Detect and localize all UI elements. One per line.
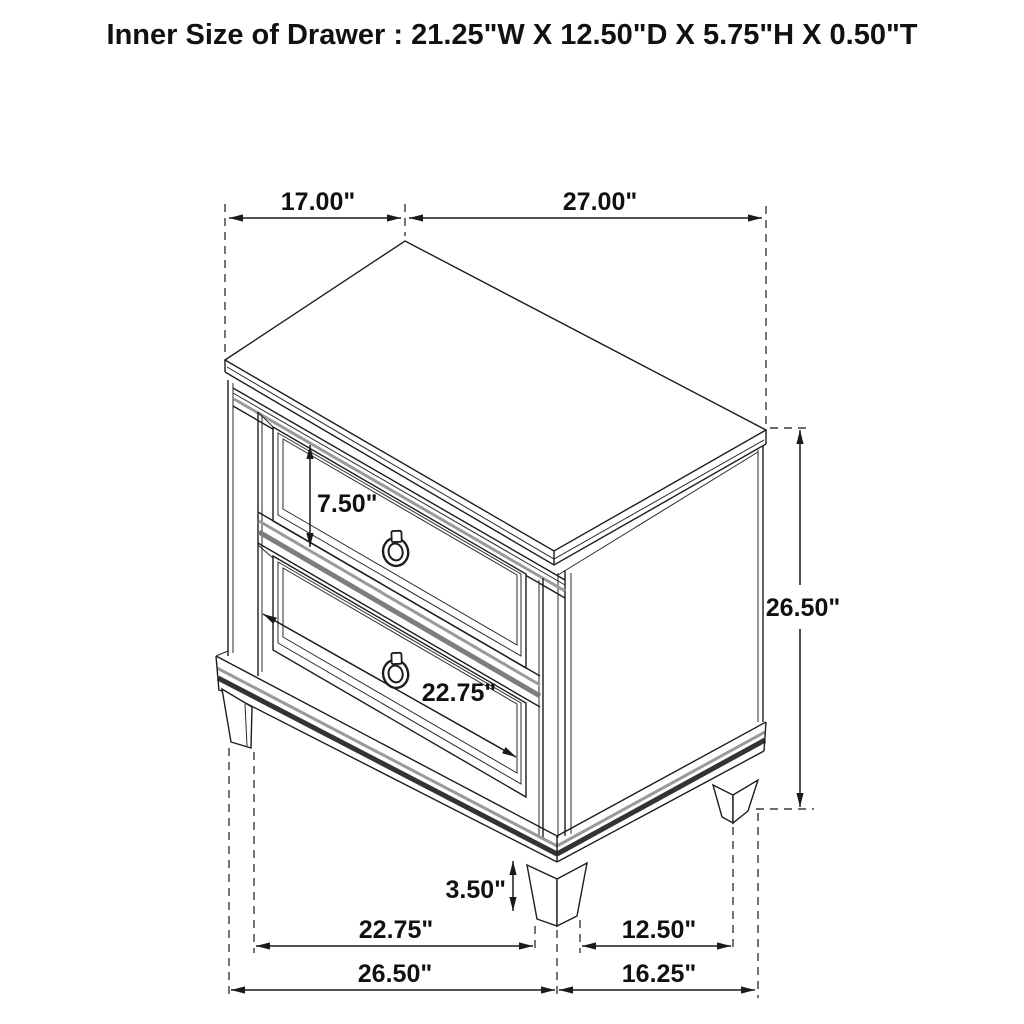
dim-label-overall-height: 26.50"	[765, 594, 841, 622]
dim-leg-spacing-front	[256, 916, 533, 946]
dim-base-depth	[559, 960, 755, 990]
nightstand-drawing	[216, 241, 766, 926]
dim-label-base-depth: 16.25"	[621, 960, 697, 988]
dim-leg-height	[445, 861, 513, 911]
dim-label-leg-spacing-side: 12.50"	[621, 916, 697, 944]
right-rear-leg	[713, 780, 758, 823]
dim-leg-spacing-side	[582, 916, 731, 946]
dim-label-leg-spacing-front: 22.75"	[358, 916, 434, 944]
dim-label-top-depth: 17.00"	[280, 188, 356, 216]
front-left-leg	[222, 689, 252, 748]
dim-overall-height	[756, 428, 840, 809]
dim-label-leg-height: 3.50"	[445, 876, 506, 904]
dim-label-drawer-width: 22.75"	[421, 679, 497, 707]
page-title: Inner Size of Drawer : 21.25"W X 12.50"D X 5.75"H X 0.50"T	[106, 19, 918, 51]
dim-label-drawer-height: 7.50"	[317, 490, 378, 518]
dim-base-width	[231, 960, 555, 990]
dim-label-base-width: 26.50"	[357, 960, 433, 988]
front-center-leg	[527, 863, 587, 926]
dim-label-top-width: 27.00"	[562, 188, 638, 216]
